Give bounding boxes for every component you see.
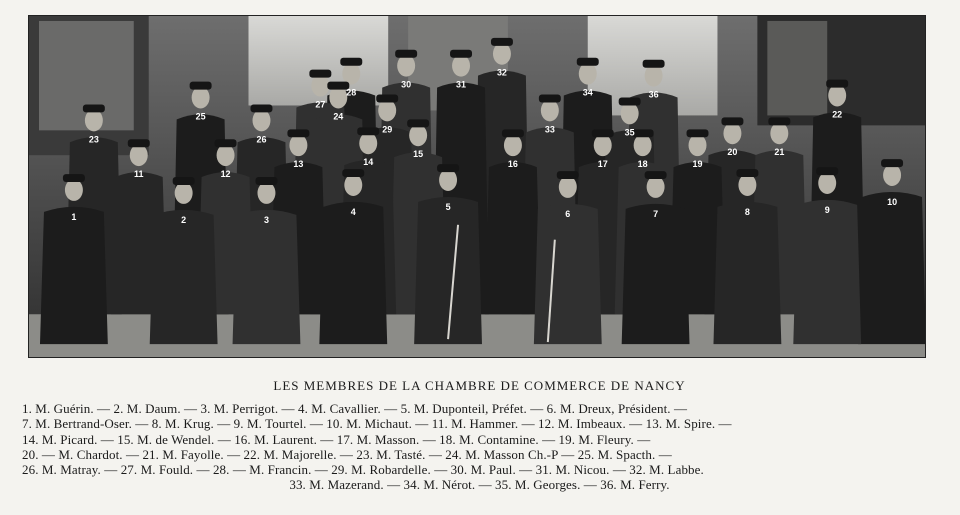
bowler-hat <box>340 58 362 66</box>
bowler-hat <box>826 80 848 88</box>
door-glass <box>767 21 827 115</box>
figure-number-label: 8 <box>744 206 750 217</box>
figure-number-label: 5 <box>445 201 451 212</box>
person-face <box>828 85 846 107</box>
bowler-hat <box>255 177 277 185</box>
figure-number-label: 26 <box>256 134 267 145</box>
bowler-hat <box>736 169 758 177</box>
person-face <box>311 75 329 97</box>
figure-number-label: 28 <box>346 87 357 98</box>
person-body <box>858 192 925 344</box>
bowler-hat <box>632 129 654 137</box>
bowler-hat <box>816 167 838 175</box>
person-face <box>192 87 210 109</box>
figure-number-label: 15 <box>413 149 424 160</box>
figure-number-label: 11 <box>134 169 144 180</box>
person-body <box>485 162 541 314</box>
figure-number-label: 16 <box>507 159 518 170</box>
figure-number-label: 20 <box>727 147 738 158</box>
person-face <box>452 55 470 77</box>
person-face <box>409 124 427 146</box>
bowler-hat <box>437 164 459 172</box>
bowler-hat <box>128 139 150 147</box>
person-face <box>634 134 652 156</box>
caption-line: 26. M. Matray. — 27. M. Fould. — 28. — M. Francin. — 29. M. Robardelle. — 30. M. Paul. — 31. M. Nicou. — 32. M. Labbe. <box>22 462 704 478</box>
bowler-hat <box>491 38 513 46</box>
person-face <box>738 174 756 196</box>
figure-number-label: 24 <box>333 111 344 122</box>
person-face <box>342 63 360 85</box>
caption-line: 33. M. Mazerand. — 34. M. Nérot. — 35. M. Georges. — 36. M. Ferry. <box>289 477 670 493</box>
bowler-hat <box>450 50 472 58</box>
bowler-hat <box>687 129 709 137</box>
bowler-hat <box>357 127 379 135</box>
person-face <box>818 172 836 194</box>
figure-number-label: 23 <box>88 134 99 145</box>
person-face <box>257 182 275 204</box>
figure-number-label: 34 <box>582 87 593 98</box>
bowler-hat <box>309 70 331 78</box>
bowler-hat <box>215 139 237 147</box>
person-body <box>40 207 108 344</box>
bowler-hat <box>376 95 398 103</box>
person-body <box>319 202 387 344</box>
bowler-hat <box>768 117 790 125</box>
caption-line: 7. M. Bertrand-Oser. — 8. M. Krug. — 9. M. Tourtel. — 10. M. Michaut. — 11. M. Hammer. — 12. M. Imbeaux. — 13. M. Spire. — <box>22 416 732 432</box>
person-face <box>85 109 103 131</box>
person-face <box>770 122 788 144</box>
figure-number-label: 29 <box>382 124 393 135</box>
figure-number-label: 4 <box>350 206 356 217</box>
person-face <box>594 134 612 156</box>
bowler-hat <box>407 119 429 127</box>
bowler-hat <box>395 50 417 58</box>
person-face <box>493 43 511 65</box>
person-face <box>329 87 347 109</box>
person-face <box>723 122 741 144</box>
figure-number-label: 10 <box>887 196 898 207</box>
figure-number-label: 31 <box>456 79 467 90</box>
person-face <box>645 65 663 87</box>
person-face <box>883 164 901 186</box>
person-face <box>647 176 665 198</box>
figure-number-label: 36 <box>648 89 659 100</box>
figure-number-label: 30 <box>401 79 412 90</box>
person-face <box>65 179 83 201</box>
figure-number-label: 7 <box>653 208 659 219</box>
figure-number-label: 13 <box>293 159 304 170</box>
bowler-hat <box>577 58 599 66</box>
photo-canvas <box>29 16 925 357</box>
person-face <box>344 174 362 196</box>
bowler-hat <box>251 104 273 112</box>
person-face <box>579 63 597 85</box>
figure-number-label: 17 <box>597 159 608 170</box>
person-face <box>378 100 396 122</box>
bowler-hat <box>721 117 743 125</box>
person-body <box>713 202 781 344</box>
person-face <box>359 132 377 154</box>
figure-number-label: 9 <box>824 204 830 215</box>
figure-number-label: 27 <box>315 99 326 110</box>
figure-number-label: 33 <box>544 124 555 135</box>
bowler-hat <box>83 104 105 112</box>
person-face <box>217 144 235 166</box>
bowler-hat <box>619 98 641 106</box>
caption <box>22 378 937 493</box>
figure-number-label: 12 <box>220 169 231 180</box>
bowler-hat <box>342 169 364 177</box>
bowler-hat <box>645 171 667 179</box>
figure-number-label: 18 <box>637 159 648 170</box>
figure-number-label: 32 <box>496 67 507 78</box>
figure-number-label: 6 <box>565 208 571 219</box>
caption-line: 14. M. Picard. — 15. M. de Wendel. — 16. M. Laurent. — 17. M. Masson. — 18. M. Contamine. — 19. M. Fleury. — <box>22 431 651 447</box>
figure-number-label: 1 <box>71 211 77 222</box>
person-face <box>397 55 415 77</box>
person-face <box>289 134 307 156</box>
figure-number-label: 21 <box>774 147 785 158</box>
caption-title: LES MEMBRES DE LA CHAMBRE DE COMMERCE DE NANCY <box>273 378 686 393</box>
figure-number-label: 2 <box>181 214 187 225</box>
bowler-hat <box>539 95 561 103</box>
bowler-hat <box>190 82 212 90</box>
bowler-hat <box>287 129 309 137</box>
bowler-hat <box>643 60 665 68</box>
figure-number-label: 3 <box>263 214 269 225</box>
person-body <box>233 210 301 344</box>
person-face <box>689 134 707 156</box>
bowler-hat <box>63 174 85 182</box>
bowler-hat <box>557 171 579 179</box>
caption-line: 1. M. Guérin. — 2. M. Daum. — 3. M. Perrigot. — 4. M. Cavallier. — 5. M. Duponteil, Préfet. — 6. M. Dreux, Président. — <box>22 401 688 416</box>
bowler-hat <box>173 177 195 185</box>
group-photograph <box>28 15 926 358</box>
person-body <box>534 204 602 344</box>
person-face <box>130 144 148 166</box>
person-body <box>414 197 482 344</box>
figure-number-label: 14 <box>363 157 374 168</box>
figure-number-label: 22 <box>832 109 843 120</box>
bowler-hat <box>881 159 903 167</box>
figure-number-label: 25 <box>195 111 206 122</box>
person-body <box>793 200 861 344</box>
person-body <box>150 210 218 344</box>
person-face <box>253 109 271 131</box>
caption-line: 20. — M. Chardot. — 21. M. Fayolle. — 22. M. Majorelle. — 23. M. Tasté. — 24. M. Masson Ch.-P — 25. M. Spacth. — <box>22 446 672 462</box>
person-face <box>541 100 559 122</box>
person-face <box>439 169 457 191</box>
bowler-hat <box>592 129 614 137</box>
figure-number-label: 35 <box>624 127 635 138</box>
stained-glass-window <box>39 21 134 130</box>
person-body <box>622 204 690 344</box>
person-face <box>504 134 522 156</box>
person-face <box>559 176 577 198</box>
bowler-hat <box>502 129 524 137</box>
figure-number-label: 19 <box>692 159 703 170</box>
person-face <box>175 182 193 204</box>
person-face <box>621 102 639 124</box>
